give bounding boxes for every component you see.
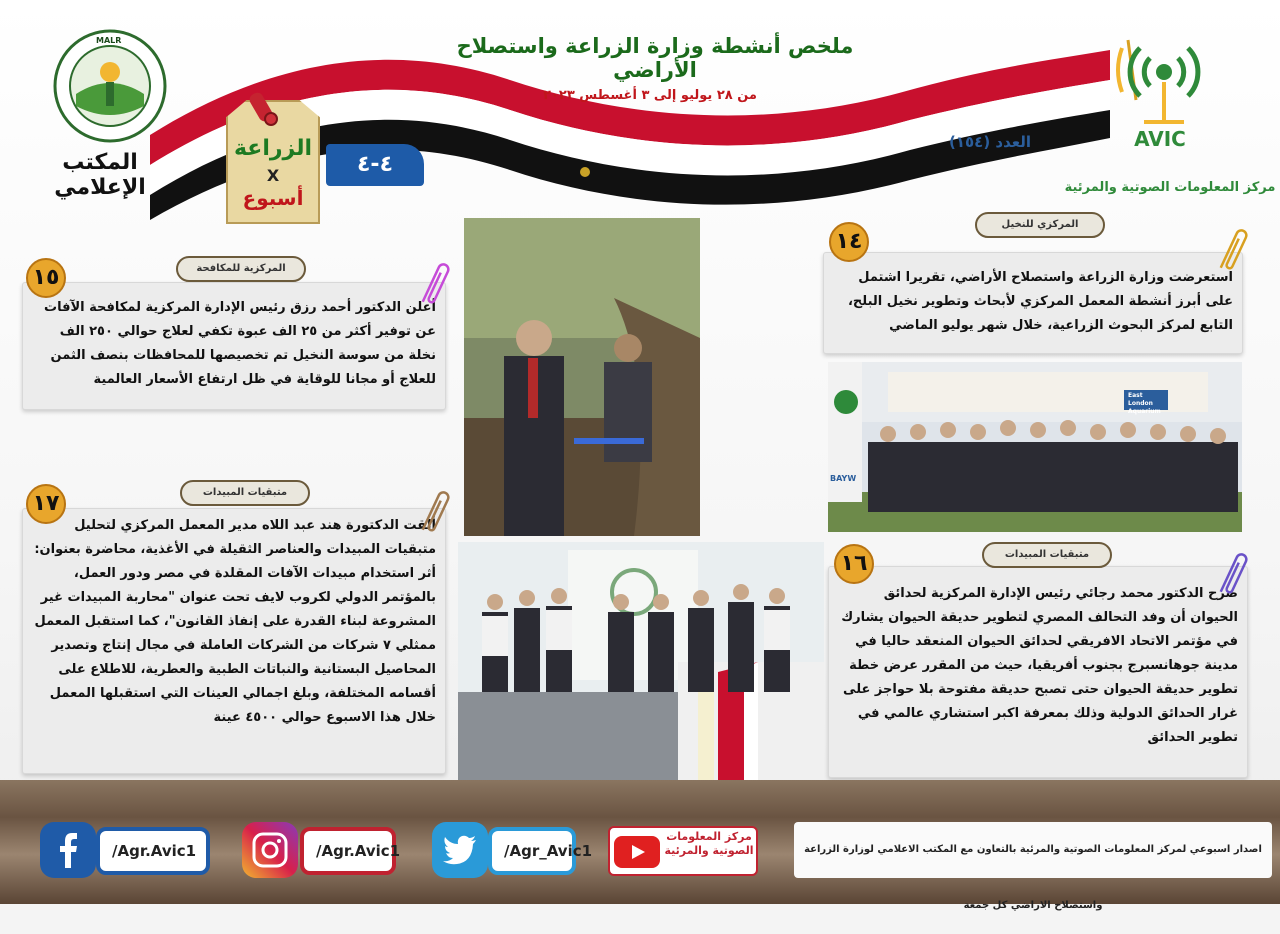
tag-line-agriculture: الزراعة xyxy=(233,136,313,161)
news-card-16-label: متبقيات المبيدات xyxy=(982,542,1112,568)
main-title: ملخص أنشطة وزارة الزراعة واستصلاح الأراضي xyxy=(456,34,854,82)
paperclip-icon xyxy=(424,484,450,538)
photo-lab-visit-group xyxy=(458,542,824,780)
photo-palm-treatment xyxy=(464,218,700,536)
news-card-16-number: ١٦ xyxy=(834,544,874,584)
paperclip-icon xyxy=(1222,546,1248,600)
news-card-15-text: أعلن الدكتور أحمد رزق رئيس الإدارة المركزية لمكافحة الآفات عن توفير أكثر من ٢٥ الف عبوة تكفي لعلاج حوالي ٢٥٠ الف نخلة من سوسة النخيل تم تخصيصها للمحافظات بنصف الثمن للعلاج أو مجانا للوقاية في ظل ارتفاع الأسعار العالمية xyxy=(44,300,436,387)
avic-logo-icon xyxy=(1108,30,1212,150)
facebook-icon[interactable] xyxy=(40,822,96,878)
photo-zoo-conference-group xyxy=(828,362,1242,532)
issue-number: العدد (١٥٤) xyxy=(948,133,1031,151)
youtube-icon[interactable] xyxy=(614,836,660,868)
youtube-channel-name: مركز المعلومات الصوتية والمرئية xyxy=(664,830,754,857)
instagram-icon[interactable] xyxy=(242,822,298,878)
news-card-17-text: ألقت الدكتورة هند عبد اللاه مدير المعمل المركزي لتحليل متبقيات المبيدات والعناصر الثقيلة في الأغذية، محاضرة بعنوان: أثر استخدام مبيدات الآفات المقلدة في مصر ودور العمل، بالمؤتمر الدولي لكروب لايف تحت عنوان "محاربة المبيدات غير المشروعة لبناء القدرة على إنفاذ القانون"، كما استقبل المعمل ممثلي ٧ شركات من الشركات العاملة في مجال إنتاج وتصدير المحاصيل البستانية والنباتات الطبية والعطرية، للاطلاع على أقسامه المختلفة، وبلغ اجمالي العينات التي استقبلها المعمل خلال هذا الاسبوع حوالي ٤٥٠٠ عينة xyxy=(34,518,436,725)
photo-sign-text: East London Aquarium xyxy=(1128,392,1161,415)
news-card-15-number: ١٥ xyxy=(26,258,66,298)
news-card-15-label: المركزية للمكافحة xyxy=(176,256,306,282)
paperclip-icon xyxy=(1222,222,1248,276)
avic-badge-text: AVIC xyxy=(1134,127,1186,151)
week-number-badge: ٤-٤ xyxy=(326,144,424,186)
facebook-handle[interactable]: /Agr.Avic1 xyxy=(96,827,210,875)
publish-note: اصدار اسبوعي لمركز المعلومات الصوتية والمرئية بالتعاون مع المكتب الاعلامي لوزارة الزراعة واستصلاح الاراضي كل جمعة xyxy=(794,822,1272,878)
paperclip-icon xyxy=(424,256,450,310)
news-card-14-label: المركزي للنخيل xyxy=(975,212,1105,238)
avic-full-name: مركز المعلومات الصوتية والمرئية xyxy=(1064,180,1276,195)
tag-line-week: أسبوع xyxy=(242,186,304,210)
photo-banner-text: BAYW xyxy=(830,474,857,483)
tag-line-x: X xyxy=(266,166,280,185)
news-card-17-label: متبقيات المبيدات xyxy=(180,480,310,506)
tag-hole xyxy=(264,112,278,126)
twitter-icon[interactable] xyxy=(432,822,488,878)
news-card-14-text: استعرضت وزارة الزراعة واستصلاح الأراضي، تقريرا اشتمل على أبرز أنشطة المعمل المركزي لأبحاث وتطوير نخيل البلح، التابع لمركز البحوث الزراعية، خلال شهر يوليو الماضي xyxy=(847,270,1233,333)
media-office-title: المكتب الإعلامي xyxy=(54,150,146,200)
news-card-17-number: ١٧ xyxy=(26,484,66,524)
date-range: من ٢٨ يوليو إلى ٣ أغسطس ٢٠٢٣ xyxy=(543,88,757,103)
news-card-16-text: صرح الدكتور محمد رجائي رئيس الإدارة المركزية لحدائق الحيوان أن وفد التحالف المصري لتطوير حديقة الحيوان يشارك في مؤتمر الاتحاد الافريقي لحدائق الحيوان المنعقد حاليا في مدينة جوهانسبرج بجنوب أفريقيا، حيث من المقرر عرض خطة تطوير حديقة الحيوان حتى تصبح حديقة مفتوحة بلا حواجز على غرار الحدائق الدولية وذلك بمعرفة اكبر استشاري عالمي في تطوير الحدائق xyxy=(841,586,1238,745)
malr-badge-text: MALR xyxy=(96,36,122,45)
instagram-handle[interactable]: /Agr.Avic1 xyxy=(300,827,396,875)
malr-logo-icon xyxy=(52,28,168,144)
twitter-handle[interactable]: /Agr_Avic1 xyxy=(488,827,576,875)
news-card-14-number: ١٤ xyxy=(829,222,869,262)
